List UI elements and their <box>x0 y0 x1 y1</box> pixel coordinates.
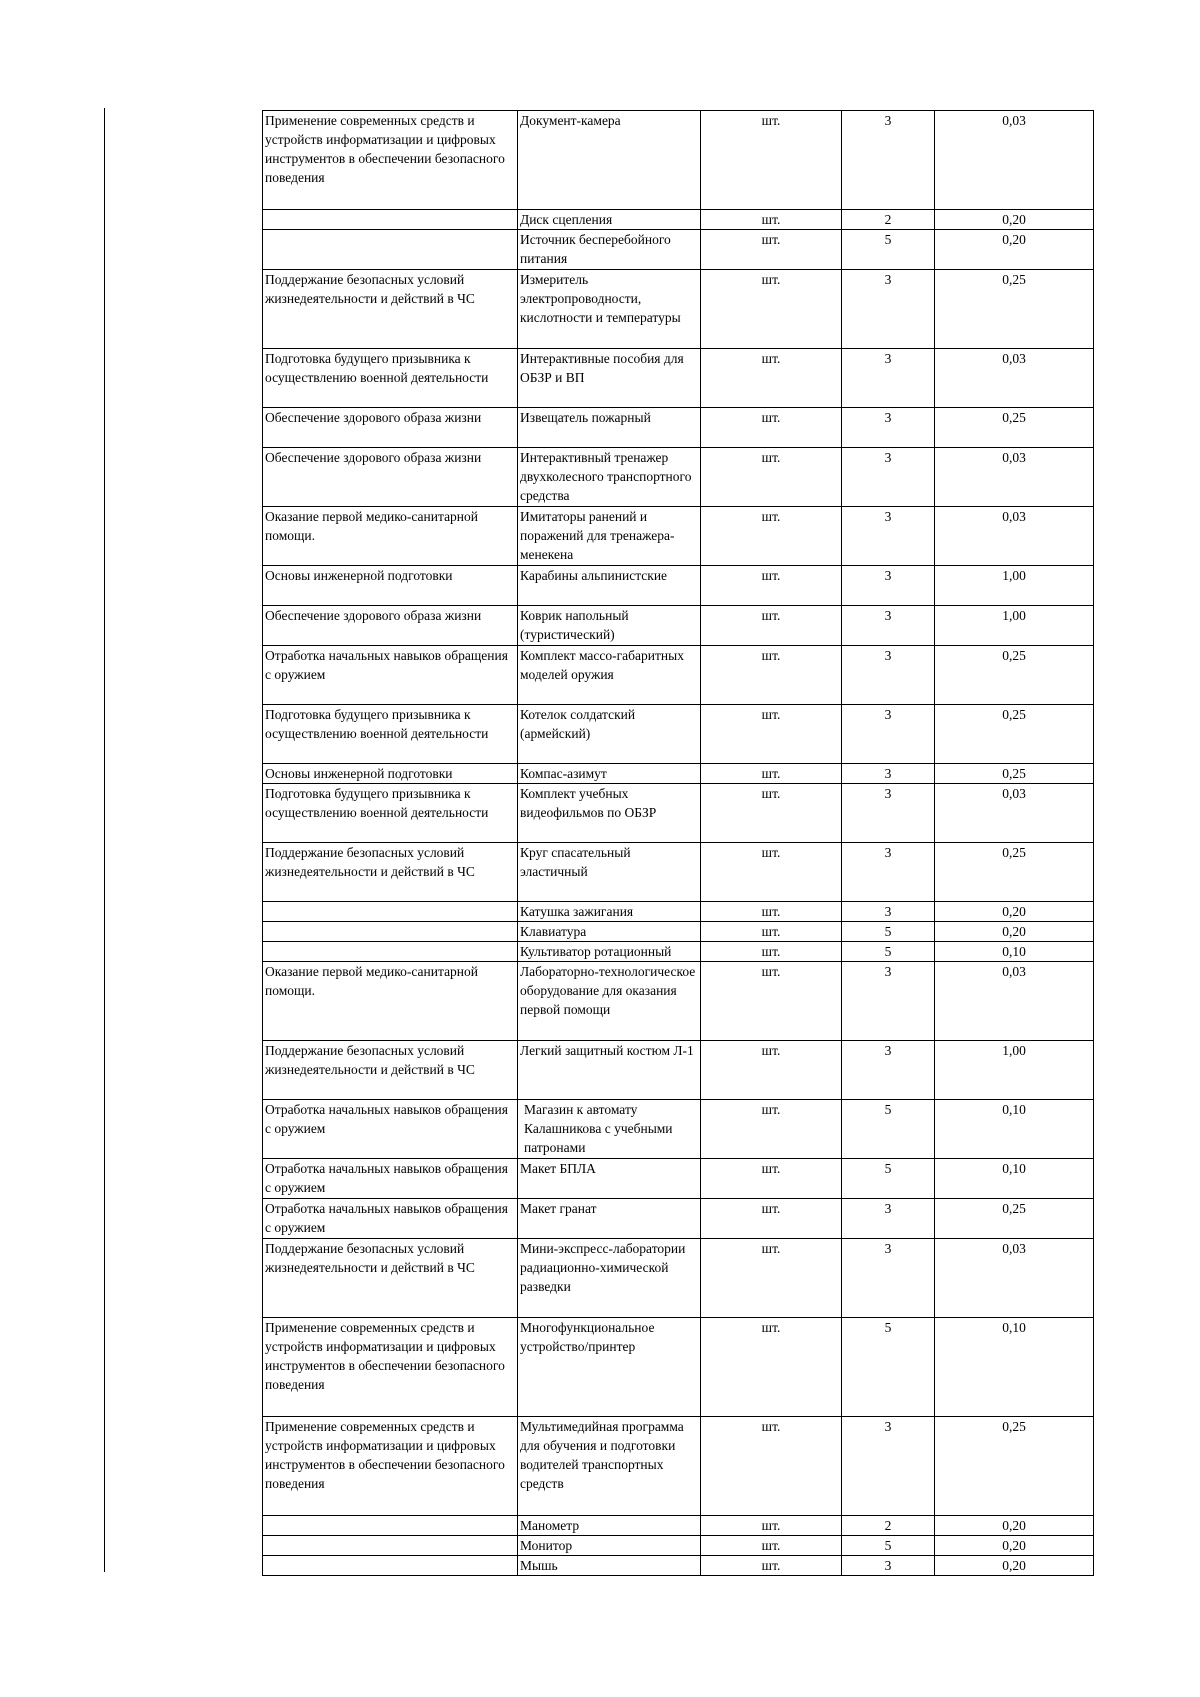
table-row <box>263 764 1094 784</box>
section-cell: Применение современных средств и устройств информатизации и цифровых инструментов в обеспечении безопасного поведения <box>263 1318 518 1417</box>
value-cell: 0,25 <box>935 646 1094 705</box>
value-cell: 0,03 <box>935 1239 1094 1318</box>
table-row <box>263 1556 1094 1576</box>
table-row <box>263 408 1094 448</box>
item-cell: Интерактивные пособия для ОБЗР и ВП <box>518 349 701 408</box>
unit-cell: шт. <box>701 646 842 705</box>
value-cell: 0,25 <box>935 764 1094 784</box>
section-cell: Обеспечение здорового образа жизни <box>263 408 518 448</box>
item-cell: Комплект учебных видеофильмов по ОБЗР <box>518 784 701 843</box>
value-cell: 0,20 <box>935 210 1094 230</box>
unit-cell: шт. <box>701 448 842 507</box>
table-row <box>263 507 1094 566</box>
section-cell: Поддержание безопасных условий жизнедеятельности и действий в ЧС <box>263 1239 518 1318</box>
unit-cell: шт. <box>701 507 842 566</box>
item-cell: Диск сцепления <box>518 210 701 230</box>
unit-cell: шт. <box>701 1556 842 1576</box>
item-cell: Круг спасательный эластичный <box>518 843 701 902</box>
value-cell: 0,20 <box>935 1516 1094 1536</box>
section-cell <box>263 1556 518 1576</box>
section-cell: Отработка начальных навыков обращения с оружием <box>263 646 518 705</box>
unit-cell: шт. <box>701 1199 842 1239</box>
item-cell: Документ-камера <box>518 111 701 210</box>
unit-cell: шт. <box>701 1417 842 1516</box>
value-cell: 0,10 <box>935 942 1094 962</box>
quantity-cell: 3 <box>842 111 935 210</box>
item-cell: Многофункциональное устройство/принтер <box>518 1318 701 1417</box>
quantity-cell: 5 <box>842 1536 935 1556</box>
section-cell: Поддержание безопасных условий жизнедеятельности и действий в ЧС <box>263 843 518 902</box>
quantity-cell: 3 <box>842 1239 935 1318</box>
unit-cell: шт. <box>701 566 842 606</box>
section-cell: Поддержание безопасных условий жизнедеятельности и действий в ЧС <box>263 270 518 349</box>
value-cell: 0,10 <box>935 1159 1094 1199</box>
value-cell: 0,03 <box>935 349 1094 408</box>
item-cell: Комплект массо-габаритных моделей оружия <box>518 646 701 705</box>
unit-cell: шт. <box>701 111 842 210</box>
quantity-cell: 3 <box>842 902 935 922</box>
item-cell: Макет БПЛА <box>518 1159 701 1199</box>
quantity-cell: 5 <box>842 1100 935 1159</box>
unit-cell: шт. <box>701 1536 842 1556</box>
section-cell: Отработка начальных навыков обращения с оружием <box>263 1199 518 1239</box>
table-row <box>263 1199 1094 1239</box>
quantity-cell: 3 <box>842 646 935 705</box>
item-cell: Мини-экспресс-лаборатории радиационно-химической разведки <box>518 1239 701 1318</box>
quantity-cell: 5 <box>842 942 935 962</box>
item-cell: Макет гранат <box>518 1199 701 1239</box>
value-cell: 1,00 <box>935 606 1094 646</box>
quantity-cell: 5 <box>842 1159 935 1199</box>
item-cell: Карабины альпинистские <box>518 566 701 606</box>
table-row <box>263 1239 1094 1318</box>
quantity-cell: 3 <box>842 1199 935 1239</box>
section-cell: Подготовка будущего призывника к осуществлению военной деятельности <box>263 349 518 408</box>
section-cell: Оказание первой медико-санитарной помощи. <box>263 962 518 1041</box>
item-cell: Измеритель электропроводности, кислотности и температуры <box>518 270 701 349</box>
quantity-cell: 3 <box>842 270 935 349</box>
item-cell: Мультимедийная программа для обучения и подготовки водителей транспортных средств <box>518 1417 701 1516</box>
unit-cell: шт. <box>701 843 842 902</box>
value-cell: 0,03 <box>935 784 1094 843</box>
value-cell: 0,03 <box>935 111 1094 210</box>
section-cell: Обеспечение здорового образа жизни <box>263 448 518 507</box>
section-cell <box>263 1536 518 1556</box>
item-cell: Монитор <box>518 1536 701 1556</box>
value-cell: 0,25 <box>935 843 1094 902</box>
table-row <box>263 1417 1094 1516</box>
table-row <box>263 230 1094 270</box>
quantity-cell: 5 <box>842 1318 935 1417</box>
value-cell: 0,10 <box>935 1100 1094 1159</box>
unit-cell: шт. <box>701 1516 842 1536</box>
item-cell: Интерактивный тренажер двухколесного транспортного средства <box>518 448 701 507</box>
section-cell: Основы инженерной подготовки <box>263 764 518 784</box>
table-row <box>263 1318 1094 1417</box>
value-cell: 1,00 <box>935 566 1094 606</box>
item-cell: Мышь <box>518 1556 701 1576</box>
section-cell: Обеспечение здорового образа жизни <box>263 606 518 646</box>
unit-cell: шт. <box>701 1100 842 1159</box>
quantity-cell: 5 <box>842 922 935 942</box>
table-row <box>263 784 1094 843</box>
value-cell: 0,03 <box>935 962 1094 1041</box>
quantity-cell: 3 <box>842 962 935 1041</box>
section-cell: Поддержание безопасных условий жизнедеятельности и действий в ЧС <box>263 1041 518 1100</box>
item-cell: Компас-азимут <box>518 764 701 784</box>
unit-cell: шт. <box>701 902 842 922</box>
unit-cell: шт. <box>701 962 842 1041</box>
value-cell: 0,03 <box>935 448 1094 507</box>
section-cell: Отработка начальных навыков обращения с оружием <box>263 1100 518 1159</box>
table-row <box>263 270 1094 349</box>
table-row <box>263 902 1094 922</box>
unit-cell: шт. <box>701 922 842 942</box>
section-cell: Применение современных средств и устройств информатизации и цифровых инструментов в обеспечении безопасного поведения <box>263 1417 518 1516</box>
section-cell: Подготовка будущего призывника к осуществлению военной деятельности <box>263 705 518 764</box>
unit-cell: шт. <box>701 270 842 349</box>
table-row <box>263 1536 1094 1556</box>
table-row <box>263 843 1094 902</box>
quantity-cell: 3 <box>842 566 935 606</box>
value-cell: 0,03 <box>935 507 1094 566</box>
item-cell: Коврик напольный (туристический) <box>518 606 701 646</box>
section-cell <box>263 230 518 270</box>
value-cell: 0,20 <box>935 230 1094 270</box>
table-row <box>263 942 1094 962</box>
table-row <box>263 566 1094 606</box>
unit-cell: шт. <box>701 1318 842 1417</box>
section-cell <box>263 922 518 942</box>
item-cell: Манометр <box>518 1516 701 1536</box>
quantity-cell: 2 <box>842 210 935 230</box>
value-cell: 0,10 <box>935 1318 1094 1417</box>
section-cell <box>263 942 518 962</box>
quantity-cell: 3 <box>842 1417 935 1516</box>
section-cell: Оказание первой медико-санитарной помощи. <box>263 507 518 566</box>
value-cell: 0,20 <box>935 1536 1094 1556</box>
left-margin-rule <box>104 108 105 1572</box>
unit-cell: шт. <box>701 764 842 784</box>
quantity-cell: 3 <box>842 507 935 566</box>
quantity-cell: 3 <box>842 408 935 448</box>
unit-cell: шт. <box>701 705 842 764</box>
table-row <box>263 1516 1094 1536</box>
quantity-cell: 3 <box>842 843 935 902</box>
item-cell: Имитаторы ранений и поражений для тренажера-менекена <box>518 507 701 566</box>
item-cell: Клавиатура <box>518 922 701 942</box>
table-row <box>263 111 1094 210</box>
table-row <box>263 1100 1094 1159</box>
table-row <box>263 210 1094 230</box>
value-cell: 0,20 <box>935 922 1094 942</box>
value-cell: 0,25 <box>935 705 1094 764</box>
section-cell <box>263 210 518 230</box>
section-cell: Отработка начальных навыков обращения с оружием <box>263 1159 518 1199</box>
unit-cell: шт. <box>701 408 842 448</box>
section-cell <box>263 902 518 922</box>
item-cell: Легкий защитный костюм Л-1 <box>518 1041 701 1100</box>
section-cell: Подготовка будущего призывника к осуществлению военной деятельности <box>263 784 518 843</box>
quantity-cell: 3 <box>842 1556 935 1576</box>
value-cell: 1,00 <box>935 1041 1094 1100</box>
table-row <box>263 962 1094 1041</box>
value-cell: 0,25 <box>935 408 1094 448</box>
unit-cell: шт. <box>701 349 842 408</box>
quantity-cell: 3 <box>842 784 935 843</box>
value-cell: 0,20 <box>935 902 1094 922</box>
value-cell: 0,25 <box>935 1199 1094 1239</box>
quantity-cell: 3 <box>842 705 935 764</box>
unit-cell: шт. <box>701 210 842 230</box>
unit-cell: шт. <box>701 942 842 962</box>
value-cell: 0,20 <box>935 1556 1094 1576</box>
table-row <box>263 1041 1094 1100</box>
quantity-cell: 3 <box>842 1041 935 1100</box>
quantity-cell: 3 <box>842 606 935 646</box>
unit-cell: шт. <box>701 784 842 843</box>
table-row <box>263 606 1094 646</box>
table-row <box>263 646 1094 705</box>
equipment-table <box>262 110 1094 1576</box>
quantity-cell: 3 <box>842 764 935 784</box>
unit-cell: шт. <box>701 1239 842 1318</box>
item-cell: Магазин к автомату Калашникова с учебными патронами <box>518 1100 701 1159</box>
item-cell: Извещатель пожарный <box>518 408 701 448</box>
item-cell: Источник бесперебойного питания <box>518 230 701 270</box>
table-row <box>263 922 1094 942</box>
section-cell: Основы инженерной подготовки <box>263 566 518 606</box>
table-row <box>263 448 1094 507</box>
quantity-cell: 2 <box>842 1516 935 1536</box>
unit-cell: шт. <box>701 1159 842 1199</box>
unit-cell: шт. <box>701 230 842 270</box>
unit-cell: шт. <box>701 1041 842 1100</box>
item-cell: Котелок солдатский (армейский) <box>518 705 701 764</box>
item-cell: Катушка зажигания <box>518 902 701 922</box>
quantity-cell: 3 <box>842 349 935 408</box>
value-cell: 0,25 <box>935 1417 1094 1516</box>
item-cell: Лабораторно-технологическое оборудование для оказания первой помощи <box>518 962 701 1041</box>
table-row <box>263 705 1094 764</box>
quantity-cell: 3 <box>842 448 935 507</box>
item-cell: Культиватор ротационный <box>518 942 701 962</box>
table-row <box>263 349 1094 408</box>
unit-cell: шт. <box>701 606 842 646</box>
table-row <box>263 1159 1094 1199</box>
section-cell <box>263 1516 518 1536</box>
quantity-cell: 5 <box>842 230 935 270</box>
section-cell: Применение современных средств и устройств информатизации и цифровых инструментов в обеспечении безопасного поведения <box>263 111 518 210</box>
value-cell: 0,25 <box>935 270 1094 349</box>
